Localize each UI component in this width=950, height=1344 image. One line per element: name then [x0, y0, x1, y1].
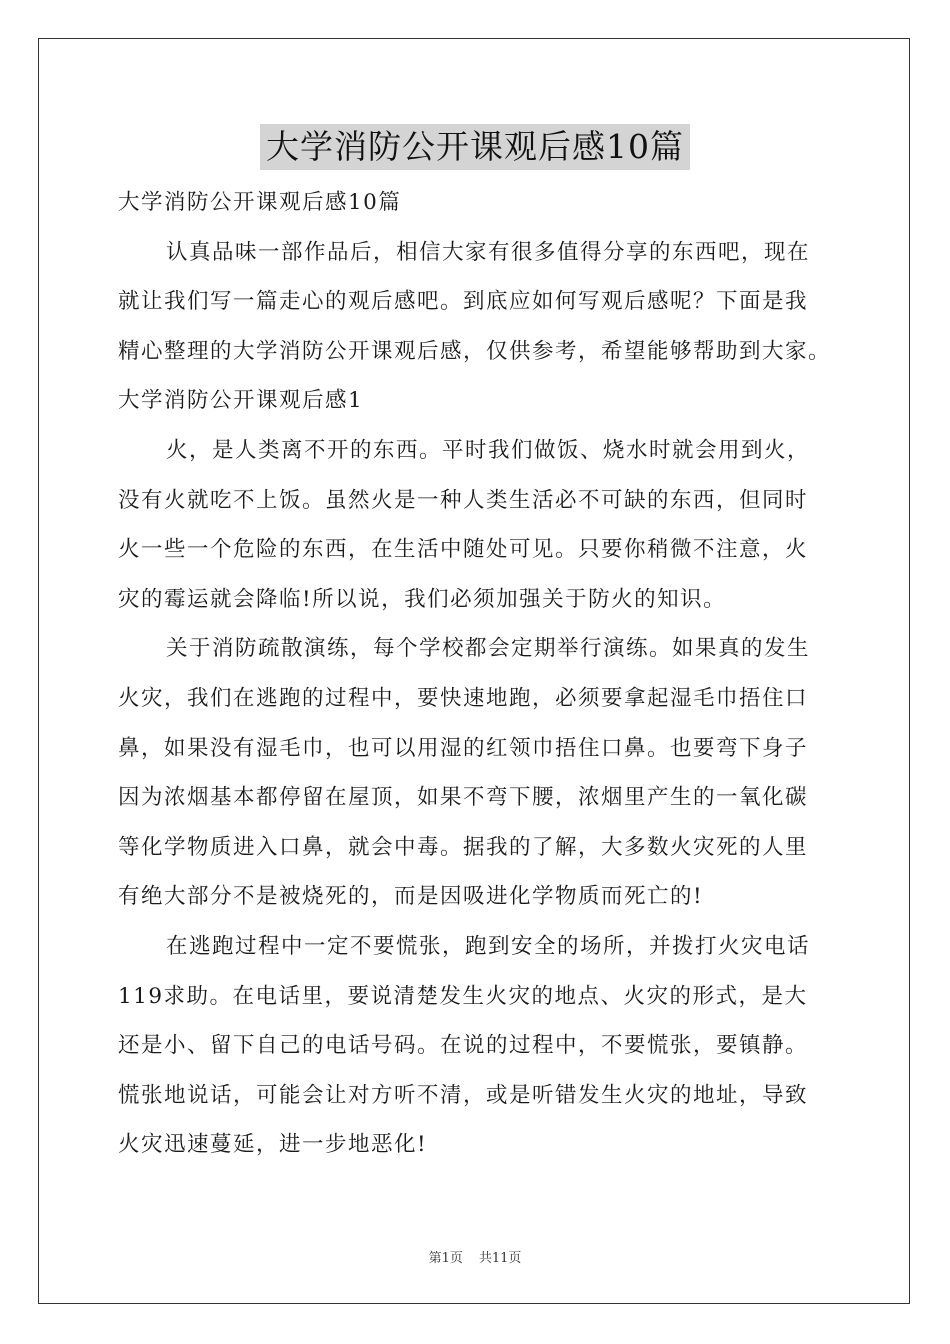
paragraph-line: 还是小、留下自己的电话号码。在说的过程中，不要慌张，要镇静。 [118, 1033, 809, 1059]
paragraph-line: 火灾迅速蔓延，进一步地恶化! [118, 1132, 428, 1158]
page-number: 第1页 [428, 1251, 463, 1266]
paragraph-line: 火，是人类离不开的东西。平时我们做饭、烧水时就会用到火， [166, 437, 811, 463]
body-paragraph-2 [118, 624, 838, 922]
intro-paragraph [118, 228, 838, 377]
intro-line: 精心整理的大学消防公开课观后感，仅供参考，希望能够帮助到大家。 [118, 338, 832, 364]
paragraph-line: 灾的霉运就会降临!所以说，我们必须加强关于防火的知识。 [118, 586, 727, 612]
page-footer [0, 1247, 950, 1266]
paragraph-line: 火灾，我们在逃跑的过程中，要快速地跑，必须要拿起湿毛巾捂住口 [118, 685, 809, 711]
page-total: 共11页 [478, 1251, 522, 1266]
paragraph-line: 火一些一个危险的东西，在生活中随处可见。只要你稍微不注意，火 [118, 537, 809, 563]
paragraph-line: 等化学物质进入口鼻，就会中毒。据我的了解，大多数火灾死的人里 [118, 834, 809, 860]
paragraph-line: 因为浓烟基本都停留在屋顶，如果不弯下腰，浓烟里产生的一氧化碳 [118, 785, 809, 811]
paragraph-line: 在逃跑过程中一定不要慌张，跑到安全的场所，并拨打火灾电话 [166, 933, 811, 959]
paragraph-line: 119求助。在电话里，要说清楚发生火灾的地点、火灾的形式，是大 [118, 983, 808, 1009]
intro-line: 认真品味一部作品后，相信大家有很多值得分享的东西吧，现在 [166, 239, 811, 265]
body-paragraph-3 [118, 922, 838, 1170]
paragraph-line: 没有火就吃不上饭。虽然火是一种人类生活必不可缺的东西，但同时 [118, 487, 809, 513]
body-paragraph-1 [118, 426, 838, 624]
paragraph-line: 鼻，如果没有湿毛巾，也可以用湿的红领巾捂住口鼻。也要弯下身子 [118, 735, 809, 761]
document-body [118, 178, 838, 1170]
section-heading: 大学消防公开课观后感1 [118, 388, 364, 414]
paragraph-line: 关于消防疏散演练，每个学校都会定期举行演练。如果真的发生 [166, 636, 811, 662]
paragraph-line: 有绝大部分不是被烧死的，而是因吸进化学物质而死亡的! [118, 884, 704, 910]
paragraph-line: 慌张地说话，可能会让对方听不清，或是听错发生火灾的地址，导致 [118, 1082, 809, 1108]
document-title: 大学消防公开课观后感10篇 [260, 124, 690, 170]
title-container [0, 124, 950, 170]
document-subtitle: 大学消防公开课观后感10篇 [118, 190, 402, 215]
intro-line: 就让我们写一篇走心的观后感吧。到底应如何写观后感呢？下面是我 [118, 289, 809, 315]
